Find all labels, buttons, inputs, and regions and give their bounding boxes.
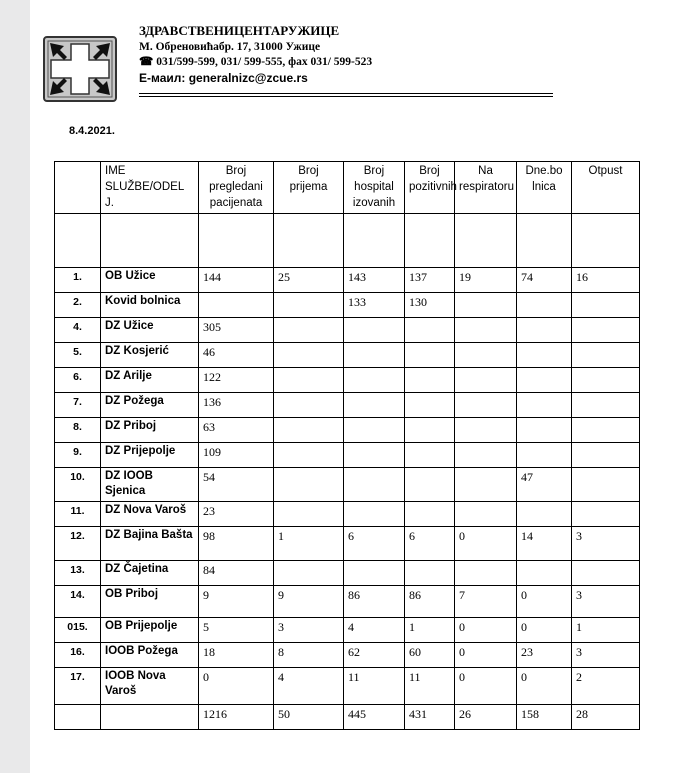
table-cell: 130 [405, 293, 455, 318]
table-cell: 86 [344, 586, 405, 618]
table-cell: 23 [517, 643, 572, 668]
table-cell: 0 [199, 668, 274, 705]
table-cell: 9 [274, 586, 344, 618]
table-spacer-row [55, 214, 640, 268]
table-cell: 3 [274, 618, 344, 643]
table-cell: 63 [199, 418, 274, 443]
table-cell: 133 [344, 293, 405, 318]
table-cell [572, 393, 640, 418]
table-cell [405, 418, 455, 443]
table-cell [517, 393, 572, 418]
table-cell [405, 368, 455, 393]
table-cell [455, 368, 517, 393]
table-cell [344, 318, 405, 343]
table-cell: 1 [405, 618, 455, 643]
statistics-table [54, 161, 640, 730]
table-cell [199, 293, 274, 318]
table-cell: 0 [517, 668, 572, 705]
header-rule [139, 96, 553, 97]
table-cell: 3 [572, 643, 640, 668]
total-cell: 50 [274, 705, 344, 730]
table-row [55, 268, 640, 293]
row-number: 1. [55, 268, 101, 293]
organization-email: Е-маил: generalnizc@zcue.rs [139, 71, 308, 85]
unit-name: DZ Nova Varoš [101, 502, 199, 527]
table-cell [274, 561, 344, 586]
table-cell [274, 418, 344, 443]
table-cell: 18 [199, 643, 274, 668]
row-number: 10. [55, 468, 101, 502]
table-cell [572, 418, 640, 443]
row-number: 6. [55, 368, 101, 393]
row-number: 9. [55, 443, 101, 468]
row-number: 015. [55, 618, 101, 643]
table-cell: 109 [199, 443, 274, 468]
table-cell: 54 [199, 468, 274, 502]
organization-address: М. Обреновићабр. 17, 31000 Ужице [139, 41, 321, 53]
table-cell [405, 443, 455, 468]
table-row [55, 368, 640, 393]
table-row [55, 443, 640, 468]
table-cell: 136 [199, 393, 274, 418]
table-cell [455, 468, 517, 502]
phone-icon: ☎ [139, 56, 157, 68]
table-cell: 60 [405, 643, 455, 668]
table-cell [517, 318, 572, 343]
table-cell [572, 293, 640, 318]
health-center-logo [43, 36, 117, 102]
table-cell: 0 [455, 618, 517, 643]
table-cell [405, 343, 455, 368]
column-header: Broj pozitivnih [405, 162, 455, 214]
unit-name: DZ Arilje [101, 368, 199, 393]
table-row [55, 502, 640, 527]
table-cell [274, 343, 344, 368]
table-cell [274, 502, 344, 527]
table-cell: 3 [572, 527, 640, 561]
table-cell: 0 [517, 618, 572, 643]
unit-name: DZ IOOB Sjenica [101, 468, 199, 502]
unit-name: DZ Požega [101, 393, 199, 418]
table-row [55, 618, 640, 643]
organization-name: ЗДРАВСТВЕНИЦЕНТАРУЖИЦЕ [139, 23, 340, 38]
table-cell: 74 [517, 268, 572, 293]
empty-cell [55, 705, 101, 730]
table-cell [405, 318, 455, 343]
row-number: 13. [55, 561, 101, 586]
table-cell [572, 443, 640, 468]
table-cell [344, 393, 405, 418]
table-cell: 0 [517, 586, 572, 618]
table-cell [517, 343, 572, 368]
table-cell: 16 [572, 268, 640, 293]
table-cell: 86 [405, 586, 455, 618]
unit-name: OB Priboj [101, 586, 199, 618]
row-number: 5. [55, 343, 101, 368]
table-cell: 9 [199, 586, 274, 618]
unit-name: DZ Priboj [101, 418, 199, 443]
total-cell: 158 [517, 705, 572, 730]
row-number: 16. [55, 643, 101, 668]
table-cell: 6 [405, 527, 455, 561]
table-cell: 46 [199, 343, 274, 368]
table-cell [344, 468, 405, 502]
total-cell: 445 [344, 705, 405, 730]
table-cell [274, 468, 344, 502]
table-cell [344, 561, 405, 586]
document-page [30, 0, 678, 773]
table-cell [455, 443, 517, 468]
table-cell [405, 468, 455, 502]
unit-name: IOOB Požega [101, 643, 199, 668]
unit-name: IOOB Nova Varoš [101, 668, 199, 705]
table-cell: 0 [455, 668, 517, 705]
unit-name: DZ Čajetina [101, 561, 199, 586]
table-cell: 11 [405, 668, 455, 705]
table-cell [455, 393, 517, 418]
column-header: Na respiratoru [455, 162, 517, 214]
table-cell [405, 502, 455, 527]
table-row [55, 343, 640, 368]
table-cell [572, 318, 640, 343]
table-cell: 11 [344, 668, 405, 705]
table-cell [274, 368, 344, 393]
table-cell [572, 561, 640, 586]
table-cell [344, 443, 405, 468]
unit-name: OB Prijepolje [101, 618, 199, 643]
table-cell [572, 343, 640, 368]
table-cell: 143 [344, 268, 405, 293]
header-rule [139, 93, 553, 94]
table-row [55, 293, 640, 318]
table-cell [274, 393, 344, 418]
empty-cell [101, 705, 199, 730]
table-row [55, 586, 640, 618]
table-row [55, 393, 640, 418]
table-cell: 122 [199, 368, 274, 393]
table-cell: 5 [199, 618, 274, 643]
table-cell: 14 [517, 527, 572, 561]
table-cell: 25 [274, 268, 344, 293]
column-header: Otpust [572, 162, 640, 214]
table-cell [572, 468, 640, 502]
table-cell: 3 [572, 586, 640, 618]
row-number: 4. [55, 318, 101, 343]
table-cell [572, 368, 640, 393]
row-number: 2. [55, 293, 101, 318]
table-cell [517, 418, 572, 443]
table-cell [572, 502, 640, 527]
letterhead [139, 23, 372, 86]
table-cell [405, 561, 455, 586]
row-number: 17. [55, 668, 101, 705]
column-header: IME SLUŽBE/ODEL J. [101, 162, 199, 214]
table-cell: 0 [455, 643, 517, 668]
table-cell [274, 443, 344, 468]
table-cell [455, 418, 517, 443]
organization-phone: ☎ 031/599-599, 031/ 599-555, фах 031/ 599-523 [139, 56, 373, 68]
total-cell: 26 [455, 705, 517, 730]
table-cell [344, 418, 405, 443]
table-cell: 137 [405, 268, 455, 293]
column-header: Broj hospital izovanih [344, 162, 405, 214]
row-number: 11. [55, 502, 101, 527]
table-cell: 7 [455, 586, 517, 618]
unit-name: DZ Bajina Bašta [101, 527, 199, 561]
table-cell: 144 [199, 268, 274, 293]
table-row [55, 668, 640, 705]
table-cell [455, 293, 517, 318]
column-header [55, 162, 101, 214]
table-cell [455, 502, 517, 527]
table-row [55, 527, 640, 561]
table-cell [517, 293, 572, 318]
row-number: 7. [55, 393, 101, 418]
table-cell [517, 561, 572, 586]
table-cell: 305 [199, 318, 274, 343]
table-cell: 2 [572, 668, 640, 705]
table-cell: 8 [274, 643, 344, 668]
table-cell: 1 [572, 618, 640, 643]
report-date: 8.4.2021. [69, 125, 115, 137]
total-cell: 28 [572, 705, 640, 730]
table-cell: 62 [344, 643, 405, 668]
table-row [55, 561, 640, 586]
table-row [55, 318, 640, 343]
table-cell [517, 368, 572, 393]
table-cell [405, 393, 455, 418]
table-cell [455, 318, 517, 343]
table-cell [455, 561, 517, 586]
table-cell [344, 368, 405, 393]
table-row [55, 468, 640, 502]
table-cell: 1 [274, 527, 344, 561]
table-cell: 6 [344, 527, 405, 561]
table-cell [274, 293, 344, 318]
table-cell [517, 443, 572, 468]
unit-name: DZ Kosjerić [101, 343, 199, 368]
table-header-row [55, 162, 640, 214]
unit-name: OB Užice [101, 268, 199, 293]
table-cell: 4 [274, 668, 344, 705]
table-cell [455, 343, 517, 368]
column-header: Dne.bo lnica [517, 162, 572, 214]
column-header: Broj prijema [274, 162, 344, 214]
table-cell: 23 [199, 502, 274, 527]
table-cell: 47 [517, 468, 572, 502]
row-number: 14. [55, 586, 101, 618]
table-cell: 4 [344, 618, 405, 643]
unit-name: Kovid bolnica [101, 293, 199, 318]
row-number: 8. [55, 418, 101, 443]
table-cell: 19 [455, 268, 517, 293]
unit-name: DZ Prijepolje [101, 443, 199, 468]
table-cell: 84 [199, 561, 274, 586]
total-cell: 431 [405, 705, 455, 730]
totals-row [55, 705, 640, 730]
table-cell: 98 [199, 527, 274, 561]
table-cell [344, 343, 405, 368]
total-cell: 1216 [199, 705, 274, 730]
unit-name: DZ Užice [101, 318, 199, 343]
row-number: 12. [55, 527, 101, 561]
table-cell [344, 502, 405, 527]
column-header: Broj pregledani pacijenata [199, 162, 274, 214]
table-row [55, 643, 640, 668]
table-cell: 0 [455, 527, 517, 561]
table-row [55, 418, 640, 443]
table-cell [517, 502, 572, 527]
table-cell [274, 318, 344, 343]
